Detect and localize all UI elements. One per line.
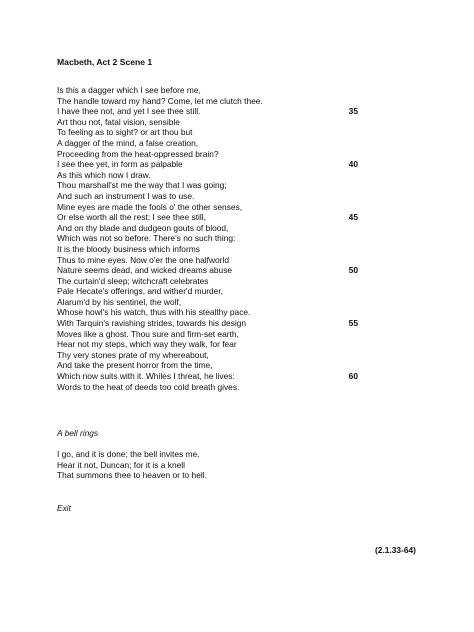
stage-direction-bell: A bell rings bbox=[57, 428, 99, 438]
verse-line-text: I see thee yet, in form as palpable bbox=[57, 159, 183, 170]
verse-line bbox=[57, 127, 387, 138]
verse-line-text: Alarum'd by his sentinel, the wolf, bbox=[57, 296, 182, 307]
verse-line-text: And on thy blade and dudgeon gouts of blood, bbox=[57, 222, 229, 233]
verse-line-text: Art thou not, fatal vision, sensible bbox=[57, 116, 180, 127]
verse-line-text: Proceeding from the heat-oppressed brain? bbox=[57, 148, 219, 159]
verse-line bbox=[57, 382, 387, 393]
verse-line bbox=[57, 170, 387, 181]
verse-line bbox=[57, 191, 387, 202]
verse-line bbox=[57, 307, 387, 318]
verse-line-text: As this which now I draw. bbox=[57, 169, 151, 180]
verse-line bbox=[57, 276, 387, 287]
verse-line bbox=[57, 233, 387, 244]
verse-line-text: The handle toward my hand? Come, let me clutch thee. bbox=[57, 95, 263, 106]
verse-line-text: The curtain'd sleep; witchcraft celebrates bbox=[57, 275, 209, 286]
verse-line-text: Whose howl's his watch, thus with his stealthy pace. bbox=[57, 307, 251, 318]
verse-line-text: And take the present horror from the time, bbox=[57, 360, 213, 371]
verse-line bbox=[57, 96, 387, 107]
line-citation: (2.1.33-64) bbox=[375, 545, 416, 555]
verse-line-text: Which now suits with it. Whiles I threat, he lives: bbox=[57, 371, 235, 382]
line-number: 35 bbox=[348, 106, 358, 117]
line-number: 55 bbox=[348, 318, 358, 329]
verse-line bbox=[57, 329, 387, 340]
verse-line-text: Which was not so before. There's no such thing: bbox=[57, 233, 236, 244]
verse-line bbox=[57, 265, 387, 276]
verse-line: That summons thee to heaven or to hell. bbox=[57, 470, 207, 481]
verse-line bbox=[57, 117, 387, 128]
closing-lines-block bbox=[57, 449, 207, 481]
line-number: 60 bbox=[348, 371, 358, 382]
verse-line-text: I have thee not, and yet I see thee still. bbox=[57, 106, 201, 117]
verse-line bbox=[57, 138, 387, 149]
verse-line bbox=[57, 202, 387, 213]
verse-line-text: It is the bloody business which informs bbox=[57, 243, 200, 254]
verse-line-text: Hear not my steps, which way they walk, for fear bbox=[57, 339, 237, 350]
verse-line bbox=[57, 244, 387, 255]
verse-line-text: Thou marshall'st me the way that I was going; bbox=[57, 180, 227, 191]
verse-line-text: And such an instrument I was to use. bbox=[57, 190, 195, 201]
document-title: Macbeth, Act 2 Scene 1 bbox=[57, 57, 153, 67]
verse-line: Hear it not, Duncan; for it is a knell bbox=[57, 459, 186, 470]
verse-line bbox=[57, 255, 387, 266]
verse-line-text: A dagger of the mind, a false creation, bbox=[57, 137, 199, 148]
speech-block bbox=[57, 85, 387, 392]
verse-line bbox=[57, 149, 387, 160]
stage-direction-exit: Exit bbox=[57, 503, 71, 513]
verse-line-text: Moves like a ghost. Thou sure and firm-set earth, bbox=[57, 328, 239, 339]
verse-line-text: Thus to mine eyes. Now o'er the one halfworld bbox=[57, 254, 229, 265]
verse-line bbox=[57, 212, 387, 223]
verse-line bbox=[57, 85, 387, 96]
line-number: 40 bbox=[348, 159, 358, 170]
verse-line: I go, and it is done; the bell invites me. bbox=[57, 449, 200, 459]
verse-line bbox=[57, 159, 387, 170]
verse-line bbox=[57, 106, 387, 117]
verse-line-text: Words to the heat of deeds too cold breath gives. bbox=[57, 381, 240, 392]
verse-line-text: To feeling as to sight? or art thou but bbox=[57, 127, 193, 138]
verse-line bbox=[57, 350, 387, 361]
line-number: 50 bbox=[348, 265, 358, 276]
verse-line bbox=[57, 318, 387, 329]
verse-line bbox=[57, 223, 387, 234]
verse-line-text: Nature seems dead, and wicked dreams abuse bbox=[57, 265, 233, 276]
verse-line-text: Pale Hecate's offerings, and wither'd murder, bbox=[57, 286, 223, 297]
verse-line bbox=[57, 339, 387, 350]
verse-line-text: Is this a dagger which I see before me, bbox=[57, 85, 201, 95]
verse-line bbox=[57, 371, 387, 382]
verse-line-text: Or else worth all the rest; I see thee still, bbox=[57, 212, 206, 223]
verse-line-text: With Tarquin's ravishing strides, towards his design bbox=[57, 318, 247, 329]
verse-line-text: Mine eyes are made the fools o' the other senses, bbox=[57, 201, 243, 212]
line-number: 45 bbox=[348, 212, 358, 223]
verse-line bbox=[57, 297, 387, 308]
verse-line bbox=[57, 360, 387, 371]
verse-line bbox=[57, 286, 387, 297]
verse-line bbox=[57, 180, 387, 191]
verse-line-text: Thy very stones prate of my whereabout, bbox=[57, 349, 209, 360]
